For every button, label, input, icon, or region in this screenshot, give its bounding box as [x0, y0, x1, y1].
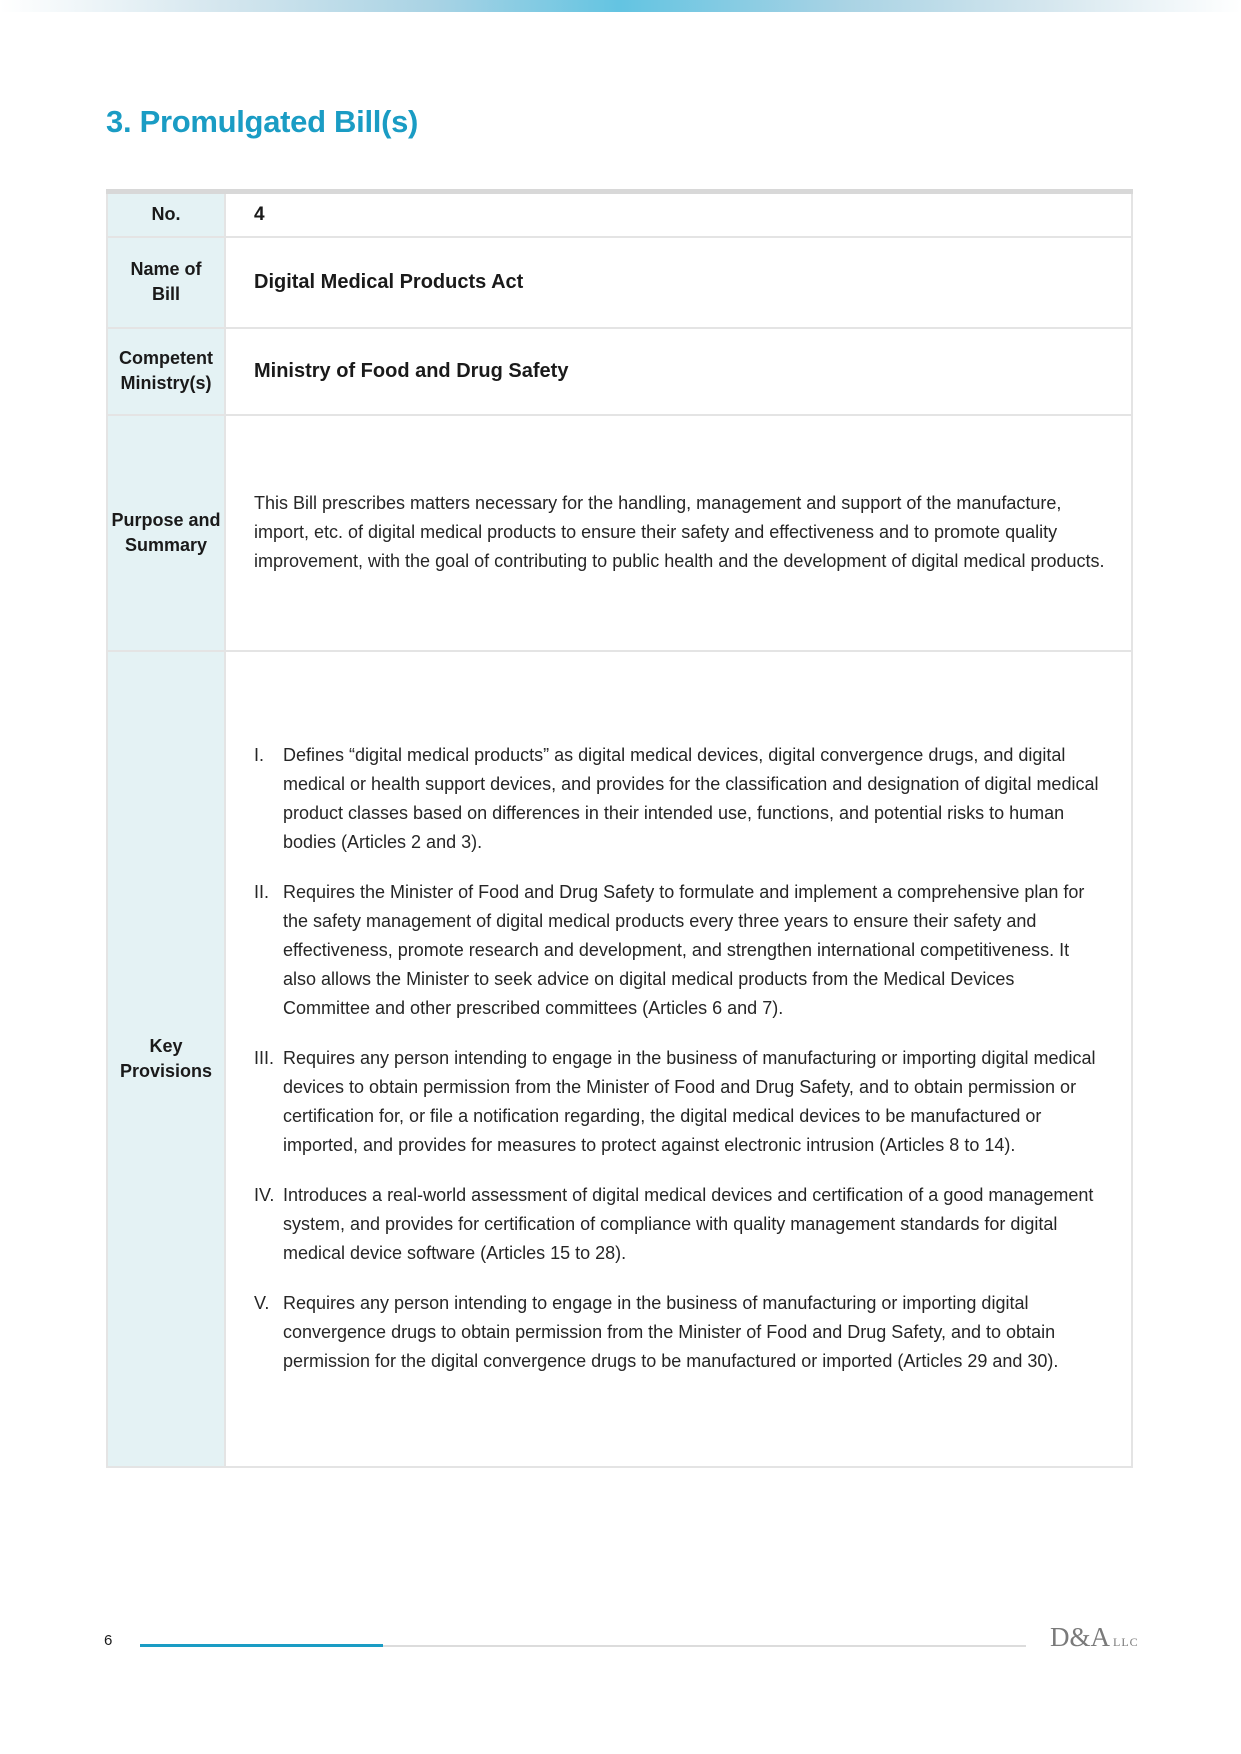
logo-text: D&A [1050, 1622, 1110, 1652]
list-item-text: Requires any person intending to engage in the business of manufacturing or importing digital convergence drugs to obtain permission from the Minister of Food and Drug Safety, and to obtain permission for the digital convergence drugs to be manufactured or imported (Articles 29 and 30). [283, 1293, 1059, 1371]
top-gradient-band [0, 0, 1241, 12]
section-title: 3. Promulgated Bill(s) [106, 104, 419, 139]
value-provisions [225, 651, 1132, 1467]
list-item [254, 878, 1105, 1023]
list-item-text: Defines “digital medical products” as digital medical devices, digital convergence drugs, and digital medical or health support devices, and provides for the classification and designation of digital medical product classes based on differences in their intended use, functions, and potential risks to human bodies (Articles 2 and 3). [283, 745, 1099, 852]
list-item [254, 1181, 1105, 1268]
value-ministry: Ministry of Food and Drug Safety [225, 328, 1132, 415]
row-ministry [107, 328, 1132, 415]
provisions-list [254, 741, 1105, 1376]
value-no: 4 [225, 192, 1132, 237]
label-no: No. [107, 192, 225, 237]
bill-table [106, 189, 1133, 1468]
label-purpose: Purpose and Summary [107, 415, 225, 651]
row-provisions [107, 651, 1132, 1467]
logo-suffix: LLC [1113, 1635, 1139, 1649]
value-purpose [225, 415, 1132, 651]
row-bill-name [107, 237, 1132, 328]
label-ministry: Competent Ministry(s) [107, 328, 225, 415]
label-bill-name: Name of Bill [107, 237, 225, 328]
label-provisions: Key Provisions [107, 651, 225, 1467]
list-item [254, 741, 1105, 857]
list-item-text: Introduces a real-world assessment of digital medical devices and certification of a good management system, and provides for certification of compliance with quality management standards for digital medical device software (Articles 15 to 28). [283, 1185, 1094, 1263]
list-item-number: V. [254, 1293, 270, 1313]
list-item-text: Requires any person intending to engage in the business of manufacturing or importing digital medical devices to obtain permission from the Minister of Food and Drug Safety, and to obtain permission or certification for, or file a notification regarding, the digital medical devices to be manufactured or imported, and provides for measures to protect against electronic intrusion (Articles 8 to 14). [283, 1048, 1096, 1155]
purpose-text: This Bill prescribes matters necessary for the handling, management and support of the manufacture, import, etc. of digital medical products to ensure their safety and effectiveness and to promote quality improvement, with the goal of contributing to public health and the development of digital medical products. [254, 493, 1105, 571]
list-item [254, 1044, 1105, 1160]
footer-divider-accent [140, 1644, 383, 1647]
list-item-text: Requires the Minister of Food and Drug Safety to formulate and implement a comprehensive plan for the safety management of digital medical products every three years to ensure their safety and effectiveness, promote research and development, and strengthen international competitiveness. It also allows the Minister to seek advice on digital medical products from the Medical Devices Committee and other prescribed committees (Articles 6 and 7). [283, 882, 1085, 1018]
list-item-number: I. [254, 745, 265, 765]
company-logo [1050, 1622, 1139, 1653]
row-purpose [107, 415, 1132, 651]
list-item-number: III. [254, 1048, 275, 1068]
list-item-number: IV. [254, 1185, 275, 1205]
row-no [107, 192, 1132, 237]
value-bill-name: Digital Medical Products Act [225, 237, 1132, 328]
list-item [254, 1289, 1105, 1376]
page-number: 6 [104, 1632, 113, 1649]
list-item-number: II. [254, 882, 270, 902]
